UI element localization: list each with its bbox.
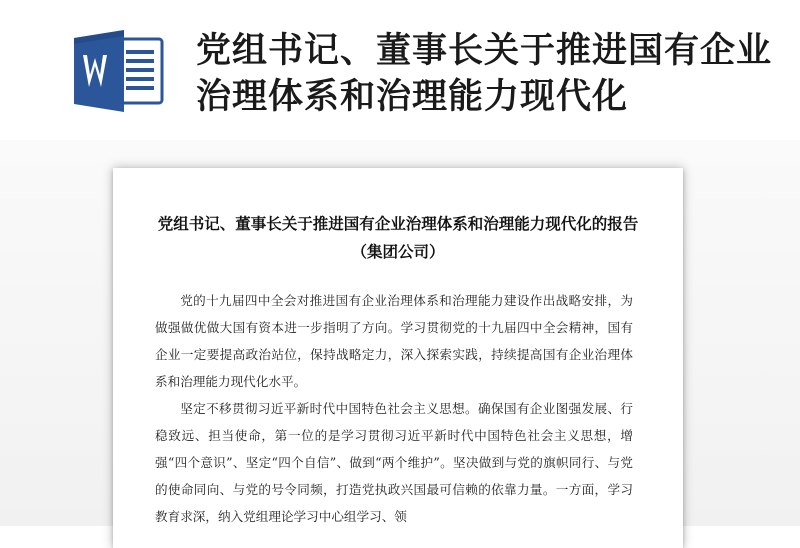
paragraph: 坚定不移贯彻习近平新时代中国特色社会主义思想。确保国有企业图强发展、行稳致远、担当使命，第一位的是学习贯彻习近平新时代中国特色社会主义思想，增强“四个意识”、坚定“四个自信”、做到“两个维护”。坚决做到与党的旗帜同行、与党的使命同向、与党的号令同频，打造党执政兴国最可信赖的依靠力量。一方面，学习教育求深，纳入党组理论学习中心组学习、领 <box>155 401 633 524</box>
banner <box>0 0 800 140</box>
document-title: 党组书记、董事长关于推进国有企业治理体系和治理能力现代化的报告（集团公司） <box>157 214 639 261</box>
document-page <box>113 168 683 548</box>
word-icon <box>74 30 166 112</box>
banner-title: 党组书记、董事长关于推进国有企业治理体系和治理能力现代化 <box>196 31 773 117</box>
paragraph: 党的十九届四中全会对推进国有企业治理体系和治理能力建设作出战略安排，为做强做优做大国有资本进一步指明了方向。学习贯彻党的十九届四中全会精神，国有企业一定要提高政治站位，保持战略定力，深入探索实践，持续提高国有企业治理体系和治理能力现代化水平。 <box>155 293 633 389</box>
